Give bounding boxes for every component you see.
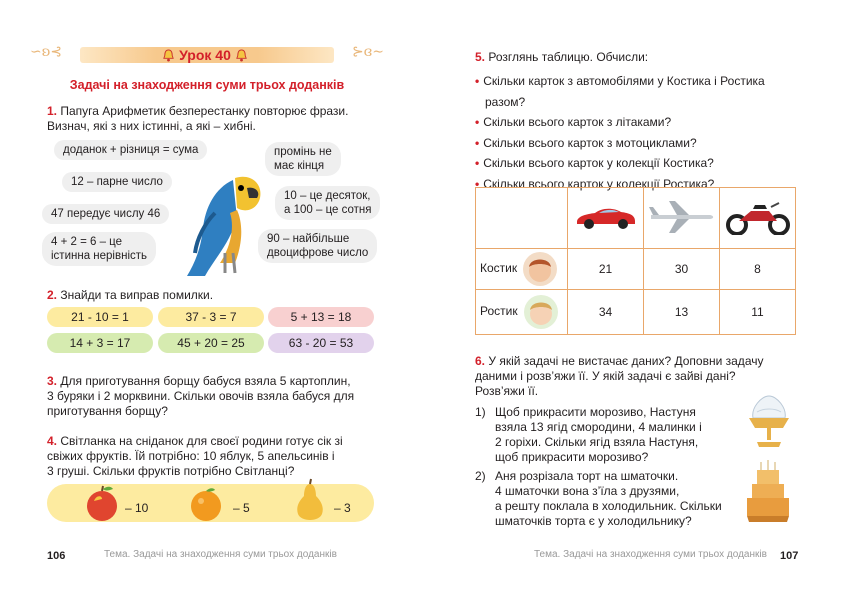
- banner-ornament-left: ∽ʚ⊰: [30, 44, 63, 60]
- bullet-icon: •: [475, 156, 480, 170]
- task2-number: 2.: [47, 288, 58, 302]
- expression-pill: 21 - 10 = 1: [47, 307, 153, 327]
- bell-icon: [235, 49, 248, 62]
- phrase-bubble: доданок + різниця = сума: [54, 140, 207, 160]
- lesson-number: Урок 40: [179, 47, 231, 63]
- apple-icon: [82, 483, 122, 523]
- airplane-icon: [647, 199, 717, 235]
- task1-number: 1.: [47, 104, 58, 118]
- expression-pill: 14 + 3 = 17: [47, 333, 153, 353]
- orange-count: – 5: [233, 501, 250, 515]
- table-row: [476, 290, 796, 335]
- task5-text: 5. Розглянь таблицю. Обчисли:: [475, 50, 649, 64]
- task5-number: 5.: [475, 50, 486, 64]
- task4-text: 4. Світланка на сніданок для своєї родини готує сік зі свіжих фруктів. Їй потрібно: 10 яблук, 5 апельсинів і 3 груші. Скільки фруктів потрібно Світланці?: [47, 434, 343, 478]
- table-header-cell: [644, 188, 720, 249]
- apple-count: – 10: [125, 501, 149, 515]
- task1-line1: Папуга Арифметик безперестанку повторює фрази.: [60, 104, 349, 118]
- task1-text: [47, 104, 348, 134]
- table-cell: 34: [568, 290, 644, 335]
- phrase-bubble: 10 – це десяток, а 100 – це сотня: [275, 186, 380, 220]
- page-footer: Тема. Задачі на знаходження суми трьох доданків: [534, 549, 767, 560]
- bullet-icon: •: [475, 74, 480, 88]
- problem-2-marker: 2): [475, 469, 486, 483]
- expression-pill: 63 - 20 = 53: [268, 333, 374, 353]
- boy-avatar-icon: [522, 251, 558, 287]
- task6-number: 6.: [475, 354, 486, 368]
- bullet-icon: •: [475, 115, 480, 129]
- phrase-bubble: 12 – парне число: [62, 172, 172, 192]
- bell-icon: [162, 49, 175, 62]
- expression-pill: 5 + 13 = 18: [268, 307, 374, 327]
- problem-2-text: Аня розрізала торт на шматочки. 4 шматочки вона з’їла з друзями, а решту поклала в холодильник. Скільки шматочків торта є у холодильнику?: [495, 469, 722, 528]
- cards-table: [475, 187, 796, 335]
- task6-text: 6. У якій задачі не вистачає даних? Доповни задачу даними і розв’яжи її. У якій задачі є зайві дані? Розв’яжи її.: [475, 354, 764, 398]
- problem-1-marker: 1): [475, 405, 486, 419]
- table-cell: 21: [568, 249, 644, 290]
- phrase-bubble: 4 + 2 = 6 – це істинна нерівність: [42, 232, 156, 266]
- table-header-cell: [568, 188, 644, 249]
- table-cell: 11: [720, 290, 796, 335]
- task1-line2: Визнач, які з них істинні, а які – хибні.: [47, 119, 256, 133]
- task4-number: 4.: [47, 434, 58, 448]
- boy-avatar-icon: [523, 292, 559, 332]
- table-corner-cell: [476, 188, 568, 249]
- task2-line: Знайди та виправ помилки.: [60, 288, 214, 302]
- table-header-row: [476, 188, 796, 249]
- pear-icon: [292, 478, 328, 524]
- bullet-icon: •: [475, 176, 480, 191]
- table-row: [476, 249, 796, 290]
- page-number: 106: [47, 550, 66, 562]
- problem-1-text: Щоб прикрасити морозиво, Настуня взяла 13 ягід смородини, 4 малинки і 2 горіхи. Скільки ягід взяла Настуня, щоб прикрасити морозиво?: [495, 405, 702, 464]
- pear-count: – 3: [334, 501, 351, 515]
- phrase-bubble: 90 – найбільше двоцифрове число: [258, 229, 377, 263]
- table-header-cell: [720, 188, 796, 249]
- orange-icon: [186, 483, 226, 523]
- phrase-bubble: промінь не має кінця: [265, 142, 341, 176]
- table-cell: 8: [720, 249, 796, 290]
- expression-pill: 37 - 3 = 7: [158, 307, 264, 327]
- motorcycle-icon: [725, 199, 791, 235]
- task3-text: 3. Для приготування борщу бабуся взяла 5 картоплин, 3 буряки і 2 морквини. Скільки овочів взяла бабуся для приготування борщу?: [47, 374, 355, 418]
- row-name: Костик: [480, 261, 518, 276]
- expression-pill: 45 + 20 = 25: [158, 333, 264, 353]
- page-number: 107: [780, 550, 799, 562]
- car-icon: [573, 202, 639, 232]
- banner-ornament-right: ⊱ɞ∼: [351, 44, 384, 60]
- table-cell: 13: [644, 290, 720, 335]
- lesson-title: Задачі на знаходження суми трьох доданків: [69, 78, 345, 92]
- lesson-heading: [135, 44, 275, 66]
- parrot-illustration: [175, 158, 265, 278]
- row-name-cell: [476, 290, 568, 335]
- task5-questions: • Скільки карток з автомобілями у Костика і Ростика разом? • Скільки всього карток з літаками? • Скільки всього карток з мотоциклами? • Скільки всього карток у колекції Костика? • Скільки всього карток у колекції Ростика?: [475, 74, 765, 191]
- row-name: Ростик: [480, 304, 518, 319]
- table-cell: 30: [644, 249, 720, 290]
- task3-number: 3.: [47, 374, 58, 388]
- page-footer: Тема. Задачі на знаходження суми трьох доданків: [104, 549, 337, 560]
- bullet-icon: •: [475, 135, 480, 150]
- phrase-bubble: 47 передує числу 46: [42, 204, 169, 224]
- row-name-cell: [476, 249, 568, 290]
- left-page: [0, 0, 424, 600]
- task2-text: [47, 288, 213, 303]
